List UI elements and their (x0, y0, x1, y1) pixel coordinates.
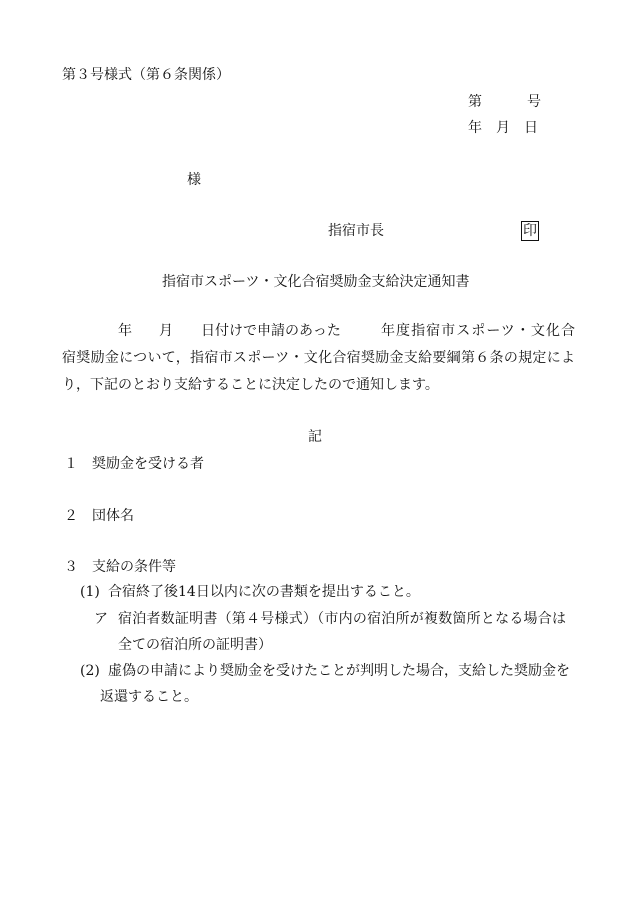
date-year-label: 年 (468, 120, 482, 136)
item-recipient-label: 奨励金を受ける者 (92, 456, 204, 472)
body-application-year-label: 年 (118, 323, 132, 339)
document-number-prefix: 第 (468, 94, 482, 110)
item-number: ２ (64, 508, 78, 524)
item-conditions-label: 支給の条件等 (92, 559, 176, 575)
condition-text: 虚偽の申請により奨励金を受けたことが判明した場合，支給した奨励金を (108, 663, 570, 679)
date-day-label: 日 (524, 120, 538, 136)
ki-heading: 記 (308, 429, 322, 445)
addressee-honorific: 様 (187, 172, 201, 188)
seal-mark: 印 (523, 223, 537, 239)
sender-title: 指宿市長 (328, 223, 384, 239)
condition-text: 合宿終了後14日以内に次の書類を提出すること。 (108, 584, 420, 600)
item-number: ３ (64, 559, 78, 575)
body-application-day-text: 日付けで申請のあった (201, 323, 341, 339)
sub-condition-marker: ア (94, 611, 108, 627)
item-number: １ (64, 456, 78, 472)
item-organization-label: 団体名 (92, 508, 134, 524)
condition-number: (2) (80, 663, 100, 679)
date-month-label: 月 (496, 120, 510, 136)
sub-condition-line: 全ての宿泊所の証明書） (118, 637, 272, 653)
document-number-suffix: 号 (527, 94, 541, 110)
condition-number: (1) (80, 584, 100, 600)
form-number-label: 第３号様式（第６条関係） (62, 67, 230, 83)
body-fiscal-year-text: 年度指宿市スポーツ・文化合 (381, 323, 575, 339)
document-title: 指宿市スポーツ・文化合宿奨励金支給決定通知書 (162, 274, 470, 290)
body-application-month-label: 月 (159, 323, 173, 339)
body-line-2: 宿奨励金について，指宿市スポーツ・文化合宿奨励金支給要綱第６条の規定によ (62, 350, 575, 366)
body-line-3: り，下記のとおり支給することに決定したので通知します。 (62, 377, 439, 393)
sub-condition-line: 宿泊者数証明書（第４号様式）（市内の宿泊所が複数箇所となる場合は (118, 611, 566, 627)
condition-text-continuation: 返還すること。 (100, 689, 198, 705)
